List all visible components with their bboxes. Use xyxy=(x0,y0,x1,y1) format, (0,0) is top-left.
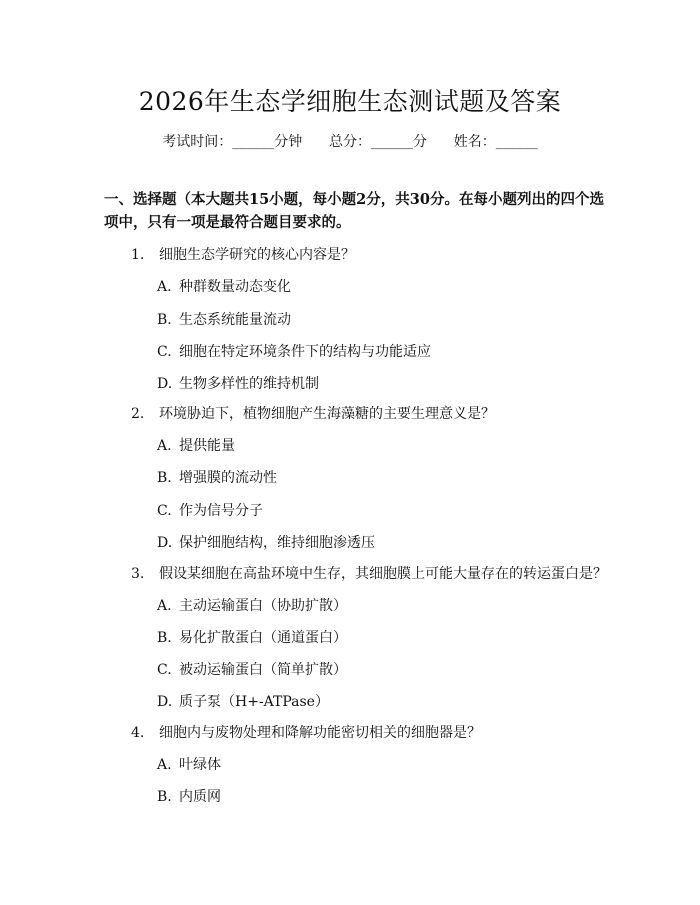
question-number: 2. xyxy=(131,406,145,422)
option-text: 保护细胞结构，维持细胞渗透压 xyxy=(179,535,375,551)
option-3b xyxy=(157,627,347,647)
option-letter: D. xyxy=(157,694,173,710)
exam-meta-line: 考试时间：______分钟 总分：______分 姓名：______ xyxy=(162,134,538,150)
question-4 xyxy=(131,722,481,742)
option-1a xyxy=(157,276,291,296)
option-letter: C. xyxy=(157,662,172,678)
option-2a xyxy=(157,435,235,455)
option-text: 提供能量 xyxy=(179,438,235,454)
question-text: 细胞生态学研究的核心内容是？ xyxy=(159,247,355,263)
option-text: 生态系统能量流动 xyxy=(179,312,291,328)
option-text: 生物多样性的维持机制 xyxy=(179,376,319,392)
option-1c xyxy=(157,341,431,361)
option-2b xyxy=(157,467,277,487)
option-3d xyxy=(157,691,329,711)
option-4a xyxy=(157,754,221,774)
question-text: 细胞内与废物处理和降解功能密切相关的细胞器是？ xyxy=(159,725,481,741)
option-letter: D. xyxy=(157,535,173,551)
option-text: 质子泵（H+-ATPase） xyxy=(179,694,329,710)
option-text: 易化扩散蛋白（通道蛋白） xyxy=(179,630,347,646)
option-text: 作为信号分子 xyxy=(179,503,263,519)
question-number: 1. xyxy=(131,247,145,263)
option-letter: A. xyxy=(157,279,172,295)
option-letter: C. xyxy=(157,344,172,360)
option-text: 主动运输蛋白（协助扩散） xyxy=(179,598,347,614)
option-letter: B. xyxy=(157,789,172,805)
option-1d xyxy=(157,373,319,393)
option-letter: A. xyxy=(157,598,172,614)
question-text: 环境胁迫下，植物细胞产生海藻糖的主要生理意义是？ xyxy=(159,406,495,422)
question-text: 假设某细胞在高盐环境中生存，其细胞膜上可能大量存在的转运蛋白是？ xyxy=(159,566,607,582)
option-letter: D. xyxy=(157,376,173,392)
question-1 xyxy=(131,244,355,264)
option-letter: B. xyxy=(157,470,172,486)
option-2c xyxy=(157,500,263,520)
option-letter: A. xyxy=(157,438,172,454)
question-number: 3. xyxy=(131,566,145,582)
option-text: 种群数量动态变化 xyxy=(179,279,291,295)
question-number: 4. xyxy=(131,725,145,741)
document-title: 2026年生态学细胞生态测试题及答案 xyxy=(138,87,562,116)
option-4b xyxy=(157,786,221,806)
option-letter: B. xyxy=(157,312,172,328)
question-2 xyxy=(131,403,495,423)
option-text: 被动运输蛋白（简单扩散） xyxy=(179,662,347,678)
option-letter: B. xyxy=(157,630,172,646)
option-2d xyxy=(157,532,375,552)
option-letter: C. xyxy=(157,503,172,519)
question-3 xyxy=(131,563,607,583)
option-3a xyxy=(157,595,347,615)
option-text: 细胞在特定环境条件下的结构与功能适应 xyxy=(179,344,431,360)
option-text: 内质网 xyxy=(179,789,221,805)
option-text: 叶绿体 xyxy=(179,757,221,773)
section-heading: 一、选择题（本大题共15小题，每小题2分，共30分。在每小题列出的四个选项中，只有一项是最符合题目要求的。 xyxy=(104,191,604,231)
option-1b xyxy=(157,309,291,329)
option-3c xyxy=(157,659,347,679)
option-letter: A. xyxy=(157,757,172,773)
option-text: 增强膜的流动性 xyxy=(179,470,277,486)
